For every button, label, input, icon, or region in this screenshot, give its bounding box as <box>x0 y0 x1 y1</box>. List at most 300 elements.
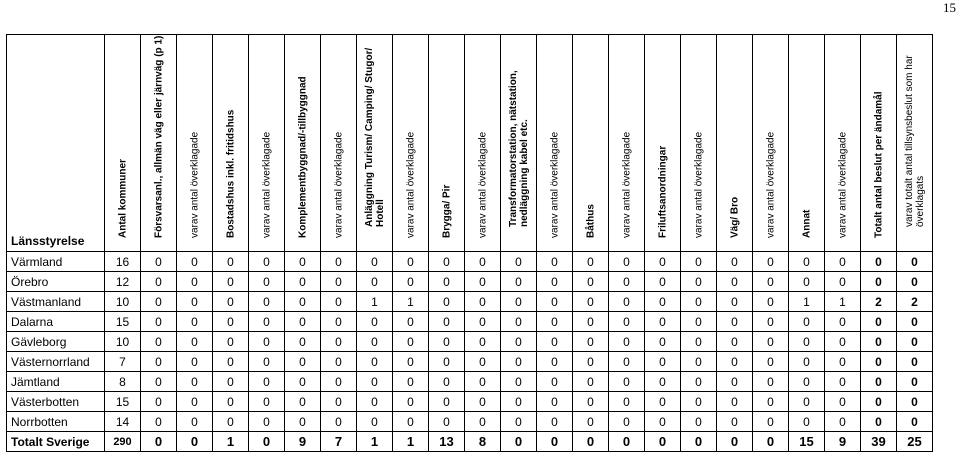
value-cell: 0 <box>681 272 717 292</box>
value-cell: 0 <box>753 352 789 372</box>
column-label: varav antal överklagade <box>261 131 272 238</box>
value-cell: 0 <box>249 332 285 352</box>
county-name: Gävleborg <box>7 332 105 352</box>
county-name: Jämtland <box>7 372 105 392</box>
value-cell: 0 <box>861 332 897 352</box>
column-label: Båthus <box>585 204 596 238</box>
value-cell: 0 <box>501 412 537 432</box>
value-cell: 0 <box>141 352 177 372</box>
value-cell: 0 <box>393 312 429 332</box>
value-cell: 0 <box>285 252 321 272</box>
value-cell: 0 <box>897 412 933 432</box>
value-cell: 0 <box>357 392 393 412</box>
value-cell: 0 <box>789 332 825 352</box>
table-row <box>7 352 933 372</box>
column-header <box>285 35 321 252</box>
value-cell: 0 <box>681 312 717 332</box>
column-header <box>789 35 825 252</box>
value-cell: 0 <box>465 412 501 432</box>
value-cell: 0 <box>753 392 789 412</box>
municipality-count-cell: 8 <box>105 372 141 392</box>
value-cell: 0 <box>321 392 357 412</box>
county-name: Västernorrland <box>7 352 105 372</box>
value-cell: 0 <box>609 252 645 272</box>
value-cell: 0 <box>897 392 933 412</box>
column-label: Försvarsanl., allmän väg eller järnväg (p 1) <box>153 35 164 238</box>
value-cell: 0 <box>141 272 177 292</box>
value-cell: 0 <box>249 352 285 372</box>
page-number: 15 <box>943 0 956 15</box>
table-row <box>7 412 933 432</box>
value-cell: 0 <box>537 392 573 412</box>
value-cell: 0 <box>429 272 465 292</box>
value-cell: 0 <box>897 272 933 292</box>
value-cell: 0 <box>249 392 285 412</box>
value-cell: 0 <box>501 292 537 312</box>
value-cell: 13 <box>429 432 465 452</box>
value-cell: 0 <box>861 252 897 272</box>
value-cell: 0 <box>897 252 933 272</box>
table-row <box>7 272 933 292</box>
value-cell: 0 <box>789 412 825 432</box>
value-cell: 0 <box>681 292 717 312</box>
column-header <box>321 35 357 252</box>
value-cell: 0 <box>897 372 933 392</box>
value-cell: 0 <box>285 372 321 392</box>
value-cell: 0 <box>465 272 501 292</box>
value-cell: 0 <box>213 352 249 372</box>
column-label: varav antal överklagade <box>765 131 776 238</box>
column-header <box>645 35 681 252</box>
value-cell: 0 <box>609 392 645 412</box>
value-cell: 0 <box>717 252 753 272</box>
value-cell: 8 <box>465 432 501 452</box>
value-cell: 9 <box>825 432 861 452</box>
value-cell: 0 <box>609 312 645 332</box>
column-label: Väg/ Bro <box>729 196 740 238</box>
value-cell: 0 <box>609 292 645 312</box>
value-cell: 0 <box>681 252 717 272</box>
value-cell: 0 <box>213 292 249 312</box>
value-cell: 0 <box>393 272 429 292</box>
value-cell: 0 <box>825 372 861 392</box>
county-name: Norrbotten <box>7 412 105 432</box>
value-cell: 0 <box>537 252 573 272</box>
value-cell: 0 <box>249 412 285 432</box>
value-cell: 0 <box>645 392 681 412</box>
column-header <box>681 35 717 252</box>
value-cell: 0 <box>357 272 393 292</box>
municipality-count-cell: 10 <box>105 292 141 312</box>
column-label: Annat <box>801 209 812 238</box>
column-label: Komplementbyggnad/-tillbyggnad <box>297 76 308 238</box>
value-cell: 0 <box>789 392 825 412</box>
value-cell: 0 <box>609 352 645 372</box>
column-label: Totalt antal beslut per ändamål <box>873 91 884 238</box>
column-label: varav antal överklagade <box>837 131 848 238</box>
table-row <box>7 292 933 312</box>
value-cell: 0 <box>141 392 177 412</box>
value-cell: 0 <box>753 252 789 272</box>
value-cell: 0 <box>393 392 429 412</box>
value-cell: 2 <box>861 292 897 312</box>
column-header <box>501 35 537 252</box>
value-cell: 0 <box>177 272 213 292</box>
column-label: Anläggning Turism/ Camping/ Stugor/ Hotell <box>363 47 386 227</box>
value-cell: 0 <box>465 252 501 272</box>
value-cell: 0 <box>177 372 213 392</box>
value-cell: 0 <box>357 252 393 272</box>
value-cell: 0 <box>609 412 645 432</box>
value-cell: 0 <box>501 312 537 332</box>
value-cell: 0 <box>753 292 789 312</box>
value-cell: 0 <box>357 412 393 432</box>
value-cell: 0 <box>681 412 717 432</box>
value-cell: 0 <box>537 372 573 392</box>
value-cell: 0 <box>645 412 681 432</box>
value-cell: 0 <box>285 332 321 352</box>
value-cell: 0 <box>213 392 249 412</box>
value-cell: 0 <box>789 352 825 372</box>
value-cell: 0 <box>573 432 609 452</box>
value-cell: 0 <box>141 292 177 312</box>
column-header <box>753 35 789 252</box>
value-cell: 0 <box>429 352 465 372</box>
value-cell: 0 <box>573 332 609 352</box>
value-cell: 0 <box>537 352 573 372</box>
county-name: Västerbotten <box>7 392 105 412</box>
value-cell: 0 <box>897 352 933 372</box>
value-cell: 0 <box>249 312 285 332</box>
column-header <box>213 35 249 252</box>
value-cell: 0 <box>753 332 789 352</box>
value-cell: 0 <box>357 312 393 332</box>
value-cell: 0 <box>573 392 609 412</box>
value-cell: 0 <box>825 252 861 272</box>
value-cell: 0 <box>357 332 393 352</box>
value-cell: 0 <box>177 312 213 332</box>
column-label: Transformatorstation, nätstation, nedläggning kabel etc. <box>507 70 530 227</box>
value-cell: 0 <box>681 332 717 352</box>
column-label: varav antal överklagade <box>405 131 416 238</box>
value-cell: 0 <box>681 352 717 372</box>
municipality-count-cell: 7 <box>105 352 141 372</box>
county-name: Västmanland <box>7 292 105 312</box>
value-cell: 0 <box>249 252 285 272</box>
value-cell: 0 <box>645 332 681 352</box>
value-cell: 0 <box>717 412 753 432</box>
value-cell: 0 <box>717 272 753 292</box>
column-label: varav antal överklagade <box>189 131 200 238</box>
value-cell: 0 <box>645 272 681 292</box>
value-cell: 0 <box>141 372 177 392</box>
value-cell: 0 <box>825 272 861 292</box>
column-header <box>105 35 141 252</box>
value-cell: 0 <box>717 292 753 312</box>
value-cell: 0 <box>465 312 501 332</box>
value-cell: 0 <box>429 332 465 352</box>
value-cell: 0 <box>141 332 177 352</box>
value-cell: 0 <box>789 372 825 392</box>
value-cell: 0 <box>609 372 645 392</box>
municipality-count-cell: 12 <box>105 272 141 292</box>
column-header <box>861 35 897 252</box>
value-cell: 0 <box>177 392 213 412</box>
county-name: Totalt Sverige <box>7 432 105 452</box>
value-cell: 0 <box>789 252 825 272</box>
value-cell: 1 <box>213 432 249 452</box>
value-cell: 0 <box>141 412 177 432</box>
value-cell: 0 <box>537 332 573 352</box>
value-cell: 0 <box>573 272 609 292</box>
value-cell: 0 <box>573 292 609 312</box>
value-cell: 0 <box>537 432 573 452</box>
value-cell: 0 <box>213 252 249 272</box>
value-cell: 9 <box>285 432 321 452</box>
value-cell: 0 <box>609 332 645 352</box>
county-name: Örebro <box>7 272 105 292</box>
value-cell: 0 <box>825 392 861 412</box>
value-cell: 0 <box>501 272 537 292</box>
value-cell: 0 <box>141 312 177 332</box>
value-cell: 1 <box>789 292 825 312</box>
value-cell: 0 <box>393 352 429 372</box>
value-cell: 0 <box>213 272 249 292</box>
value-cell: 0 <box>177 252 213 272</box>
value-cell: 0 <box>213 412 249 432</box>
column-header <box>465 35 501 252</box>
value-cell: 0 <box>285 272 321 292</box>
value-cell: 0 <box>537 292 573 312</box>
value-cell: 0 <box>249 372 285 392</box>
value-cell: 0 <box>177 432 213 452</box>
value-cell: 0 <box>321 332 357 352</box>
value-cell: 0 <box>825 332 861 352</box>
value-cell: 0 <box>717 432 753 452</box>
value-cell: 0 <box>321 372 357 392</box>
value-cell: 15 <box>789 432 825 452</box>
municipality-count-cell: 15 <box>105 392 141 412</box>
value-cell: 0 <box>465 352 501 372</box>
column-label: Antal kommuner <box>117 159 128 238</box>
value-cell: 0 <box>357 352 393 372</box>
column-label: Brygga/ Pir <box>441 184 452 238</box>
value-cell: 0 <box>645 372 681 392</box>
value-cell: 0 <box>177 352 213 372</box>
value-cell: 0 <box>681 372 717 392</box>
column-header <box>717 35 753 252</box>
value-cell: 0 <box>393 332 429 352</box>
value-cell: 0 <box>825 412 861 432</box>
column-label: varav antal överklagade <box>693 131 704 238</box>
value-cell: 0 <box>177 332 213 352</box>
value-cell: 0 <box>501 372 537 392</box>
value-cell: 0 <box>861 312 897 332</box>
value-cell: 0 <box>285 352 321 372</box>
column-label: varav antal överklagade <box>477 131 488 238</box>
column-label: varav antal överklagade <box>333 131 344 238</box>
value-cell: 1 <box>825 292 861 312</box>
value-cell: 0 <box>429 392 465 412</box>
column-header <box>825 35 861 252</box>
value-cell: 0 <box>429 252 465 272</box>
value-cell: 0 <box>537 412 573 432</box>
value-cell: 0 <box>681 432 717 452</box>
value-cell: 0 <box>393 252 429 272</box>
value-cell: 1 <box>357 432 393 452</box>
value-cell: 0 <box>861 412 897 432</box>
value-cell: 0 <box>861 272 897 292</box>
value-cell: 0 <box>177 292 213 312</box>
table-row <box>7 252 933 272</box>
value-cell: 0 <box>753 432 789 452</box>
value-cell: 0 <box>501 352 537 372</box>
value-cell: 0 <box>861 392 897 412</box>
value-cell: 0 <box>501 392 537 412</box>
value-cell: 0 <box>501 332 537 352</box>
value-cell: 0 <box>573 352 609 372</box>
municipality-count-cell: 15 <box>105 312 141 332</box>
column-header <box>249 35 285 252</box>
value-cell: 0 <box>645 252 681 272</box>
value-cell: 0 <box>429 292 465 312</box>
value-cell: 0 <box>501 252 537 272</box>
column-label: Bostadshus inkl. fritidshus <box>225 109 236 238</box>
column-header <box>429 35 465 252</box>
value-cell: 0 <box>393 412 429 432</box>
value-cell: 7 <box>321 432 357 452</box>
table-row <box>7 372 933 392</box>
column-label: varav antal överklagade <box>621 131 632 238</box>
value-cell: 0 <box>717 312 753 332</box>
value-cell: 1 <box>393 292 429 312</box>
value-cell: 0 <box>321 352 357 372</box>
value-cell: 0 <box>357 372 393 392</box>
value-cell: 0 <box>429 372 465 392</box>
value-cell: 0 <box>465 292 501 312</box>
value-cell: 0 <box>645 352 681 372</box>
value-cell: 0 <box>321 252 357 272</box>
column-header <box>897 35 933 252</box>
value-cell: 0 <box>141 252 177 272</box>
value-cell: 0 <box>393 372 429 392</box>
value-cell: 0 <box>285 412 321 432</box>
column-header <box>177 35 213 252</box>
municipality-count-cell: 16 <box>105 252 141 272</box>
value-cell: 0 <box>213 372 249 392</box>
column-header <box>573 35 609 252</box>
value-cell: 0 <box>573 372 609 392</box>
column-label: Friluftsanordningar <box>657 145 668 238</box>
value-cell: 0 <box>213 312 249 332</box>
value-cell: 0 <box>645 292 681 312</box>
table-row <box>7 312 933 332</box>
column-header <box>609 35 645 252</box>
value-cell: 0 <box>285 292 321 312</box>
value-cell: 0 <box>249 292 285 312</box>
value-cell: 0 <box>753 312 789 332</box>
value-cell: 0 <box>681 392 717 412</box>
value-cell: 0 <box>825 312 861 332</box>
header-row <box>7 35 933 252</box>
value-cell: 0 <box>465 392 501 412</box>
value-cell: 0 <box>717 352 753 372</box>
value-cell: 0 <box>573 252 609 272</box>
county-name: Dalarna <box>7 312 105 332</box>
column-header <box>141 35 177 252</box>
value-cell: 0 <box>789 272 825 292</box>
value-cell: 0 <box>501 432 537 452</box>
value-cell: 0 <box>429 412 465 432</box>
statistics-table <box>6 34 933 452</box>
value-cell: 0 <box>645 432 681 452</box>
total-row <box>7 432 933 452</box>
county-column-header: Länsstyrelse <box>7 35 105 252</box>
value-cell: 2 <box>897 292 933 312</box>
column-header <box>357 35 393 252</box>
value-cell: 0 <box>753 272 789 292</box>
county-name: Värmland <box>7 252 105 272</box>
value-cell: 0 <box>321 272 357 292</box>
value-cell: 0 <box>573 412 609 432</box>
value-cell: 0 <box>321 292 357 312</box>
value-cell: 0 <box>321 312 357 332</box>
value-cell: 1 <box>393 432 429 452</box>
value-cell: 0 <box>717 332 753 352</box>
value-cell: 0 <box>717 392 753 412</box>
municipality-count-cell: 10 <box>105 332 141 352</box>
value-cell: 0 <box>897 332 933 352</box>
value-cell: 0 <box>537 312 573 332</box>
value-cell: 0 <box>789 312 825 332</box>
value-cell: 39 <box>861 432 897 452</box>
value-cell: 0 <box>645 312 681 332</box>
table-body <box>7 252 933 452</box>
value-cell: 0 <box>249 272 285 292</box>
value-cell: 1 <box>357 292 393 312</box>
column-header <box>537 35 573 252</box>
value-cell: 0 <box>213 332 249 352</box>
municipality-count-cell: 14 <box>105 412 141 432</box>
value-cell: 0 <box>141 432 177 452</box>
value-cell: 0 <box>861 372 897 392</box>
value-cell: 0 <box>609 272 645 292</box>
value-cell: 0 <box>465 332 501 352</box>
value-cell: 0 <box>753 412 789 432</box>
value-cell: 0 <box>321 412 357 432</box>
municipality-count-cell: 290 <box>105 432 141 452</box>
value-cell: 0 <box>249 432 285 452</box>
value-cell: 0 <box>897 312 933 332</box>
value-cell: 0 <box>825 352 861 372</box>
value-cell: 0 <box>285 312 321 332</box>
value-cell: 0 <box>537 272 573 292</box>
value-cell: 0 <box>717 372 753 392</box>
value-cell: 25 <box>897 432 933 452</box>
value-cell: 0 <box>465 372 501 392</box>
value-cell: 0 <box>609 432 645 452</box>
table-row <box>7 392 933 412</box>
table-row <box>7 332 933 352</box>
column-header <box>393 35 429 252</box>
value-cell: 0 <box>753 372 789 392</box>
value-cell: 0 <box>177 412 213 432</box>
value-cell: 0 <box>861 352 897 372</box>
value-cell: 0 <box>573 312 609 332</box>
value-cell: 0 <box>285 392 321 412</box>
column-label: varav antal överklagade <box>549 131 560 238</box>
value-cell: 0 <box>429 312 465 332</box>
